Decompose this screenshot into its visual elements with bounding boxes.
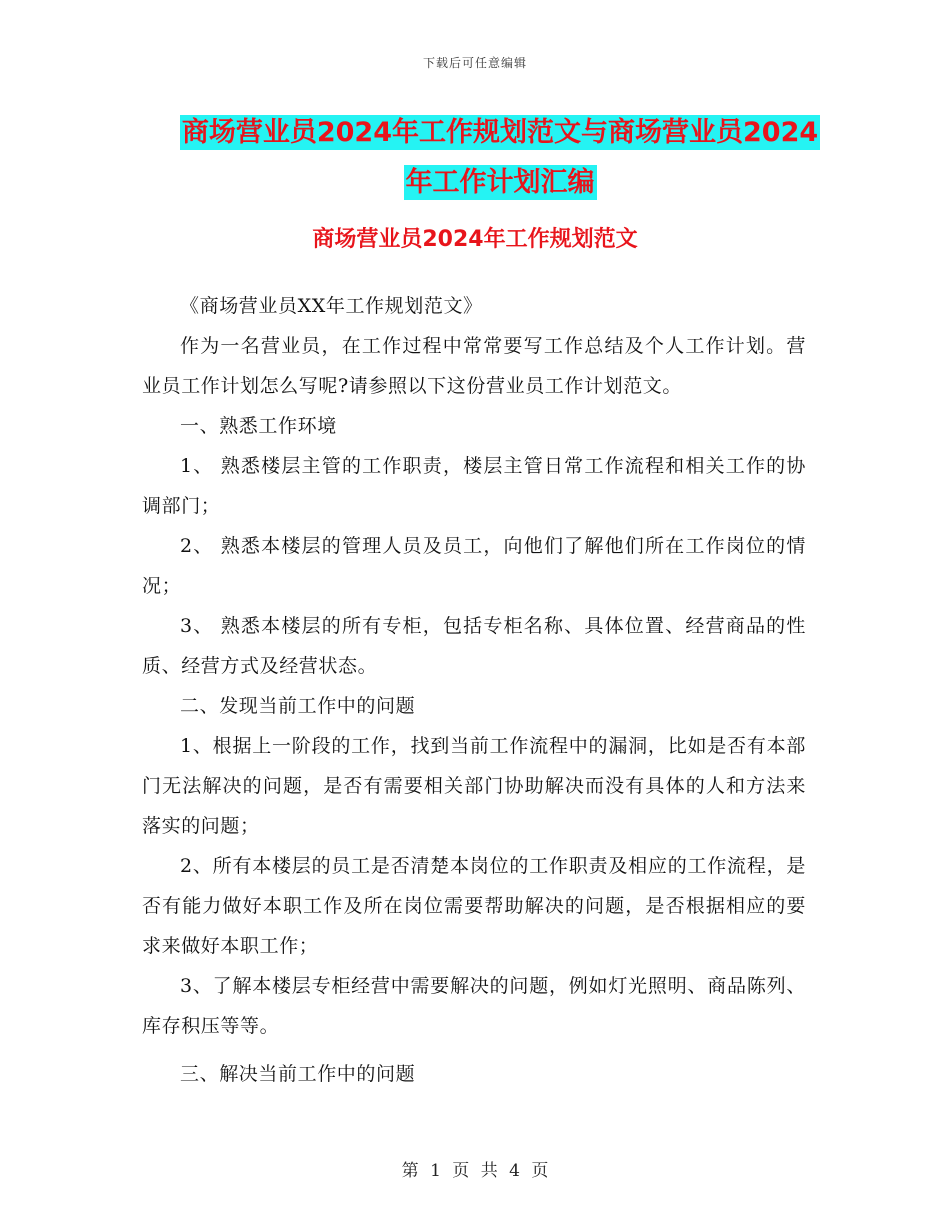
header-note: 下载后可任意编辑 bbox=[422, 56, 527, 70]
paragraph-item: 3、了解本楼层专柜经营中需要解决的问题，例如灯光照明、商品陈列、库存积压等等。 bbox=[142, 975, 806, 1037]
paragraph-heading-2: 二、发现当前工作中的问题 bbox=[180, 695, 416, 717]
document-title bbox=[140, 108, 860, 208]
paragraph-item: 1、 熟悉楼层主管的工作职责，楼层主管日常工作流程和相关工作的协调部门； bbox=[142, 455, 806, 517]
paragraph-item: 2、所有本楼层的员工是否清楚本岗位的工作职责及相应的工作流程，是否有能力做好本职工作及所在岗位需要帮助解决的问题，是否根据相应的要求来做好本职工作； bbox=[142, 855, 806, 957]
paragraph-heading-3: 三、解决当前工作中的问题 bbox=[180, 1063, 416, 1085]
section-title: 商场营业员2024年工作规划范文 bbox=[312, 227, 638, 252]
paragraph-item: 2、 熟悉本楼层的管理人员及员工，向他们了解他们所在工作岗位的情况； bbox=[142, 535, 806, 597]
document-title-line-2: 年工作计划汇编 bbox=[405, 167, 595, 198]
paragraph-item: 1、根据上一阶段的工作，找到当前工作流程中的漏洞，比如是否有本部门无法解决的问题，是否有需要相关部门协助解决而没有具体的人和方法来落实的问题； bbox=[142, 735, 806, 837]
paragraph-intro: 作为一名营业员，在工作过程中常常要写工作总结及个人工作计划。营业员工作计划怎么写呢?请参照以下这份营业员工作计划范文。 bbox=[142, 335, 806, 397]
page-number: 第 1 页 共 4 页 bbox=[401, 1161, 549, 1181]
document-body bbox=[142, 286, 806, 1094]
paragraph-quote-title: 《商场营业员XX年工作规划范文》 bbox=[180, 295, 483, 317]
paragraph-heading-1: 一、熟悉工作环境 bbox=[180, 415, 337, 437]
paragraph-item: 3、 熟悉本楼层的所有专柜，包括专柜名称、具体位置、经营商品的性质、经营方式及经营状态。 bbox=[142, 615, 806, 677]
document-title-line-1: 商场营业员2024年工作规划范文与商场营业员2024 bbox=[181, 117, 819, 148]
